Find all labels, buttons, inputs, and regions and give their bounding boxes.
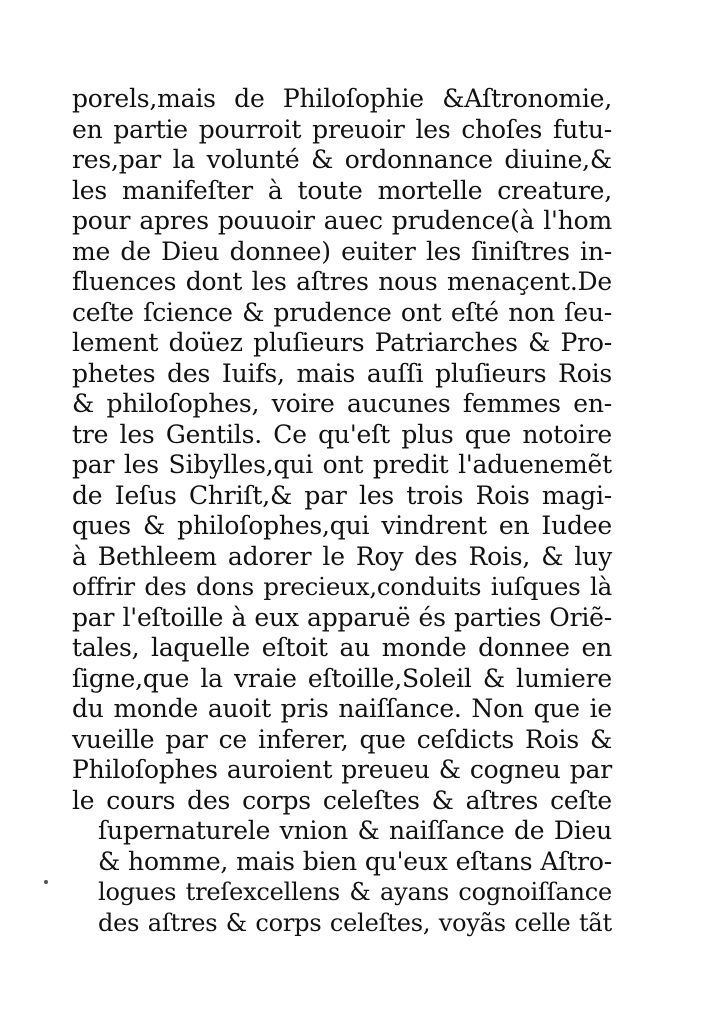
text-line: par les Sibylles,qui ont predit l'aduenemẽt [72,450,612,479]
text-line: res,par la volunté & ordonnance diuine,& [72,145,612,174]
body-text [72,84,612,938]
text-line: des aſtres & corps celeſtes, voyãs celle tãt [98,908,612,937]
text-line: par l'eſtoille à eux apparuë és parties Oriẽ- [72,602,612,632]
text-line: tre les Gentils. Ce qu'eſt plus que notoire [72,419,612,449]
text-line: logues treſexcellens & ayans cognoiſſance [98,878,612,906]
text-line: Philoſophes auroient preueu & cogneu par [72,755,612,784]
text-line: ſigne,que la vraie eſtoille,Soleil & lumiere [72,663,612,693]
text-line: vueille par ce inferer, que ceſdicts Rois & [72,724,612,754]
text-line: du monde auoit pris naiſſance. Non que ie [72,694,612,723]
text-line: pour apres pouuoir auec prudence(à l'hom [72,206,612,235]
text-line: porels,mais de Philoſophie &Aſtronomie, [72,84,612,113]
text-line: fluences dont les aſtres nous menaçent.De [72,267,612,296]
text-line: ceſte ſcience & prudence ont eſté non ſeu- [72,297,612,327]
text-line: le cours des corps celeſtes & aſtres ceſte [72,785,612,815]
text-line: & homme, mais bien qu'eux eſtans Aſtro- [98,846,612,876]
text-line: les manifeſter à toute mortelle creature, [72,175,612,205]
text-line: offrir des dons precieux,conduits iuſques là [72,572,612,601]
text-line: ſupernaturele vnion & naiſſance de Dieu [98,816,612,845]
text-line: phetes des Iuifs, mais auſſi pluſieurs Rois [72,358,612,388]
text-line: me de Dieu donnee) euiter les ſiniſtres in- [72,236,612,266]
margin-speck [44,880,48,884]
text-line: & philoſophes, voire aucunes femmes en- [72,389,612,418]
text-line: lement doüez pluſieurs Patriarches & Pro- [72,328,612,357]
text-line: de Ieſus Chriſt,& par les trois Rois magi- [72,480,612,510]
text-line: ques & philoſophes,qui vindrent en Iudee [72,511,612,540]
text-line: à Bethleem adorer le Roy des Rois, & luy [72,541,612,571]
text-line: tales, laquelle eſtoit au monde donnee en [72,633,612,662]
text-line: en partie pourroit preuoir les choſes futu- [72,114,612,144]
